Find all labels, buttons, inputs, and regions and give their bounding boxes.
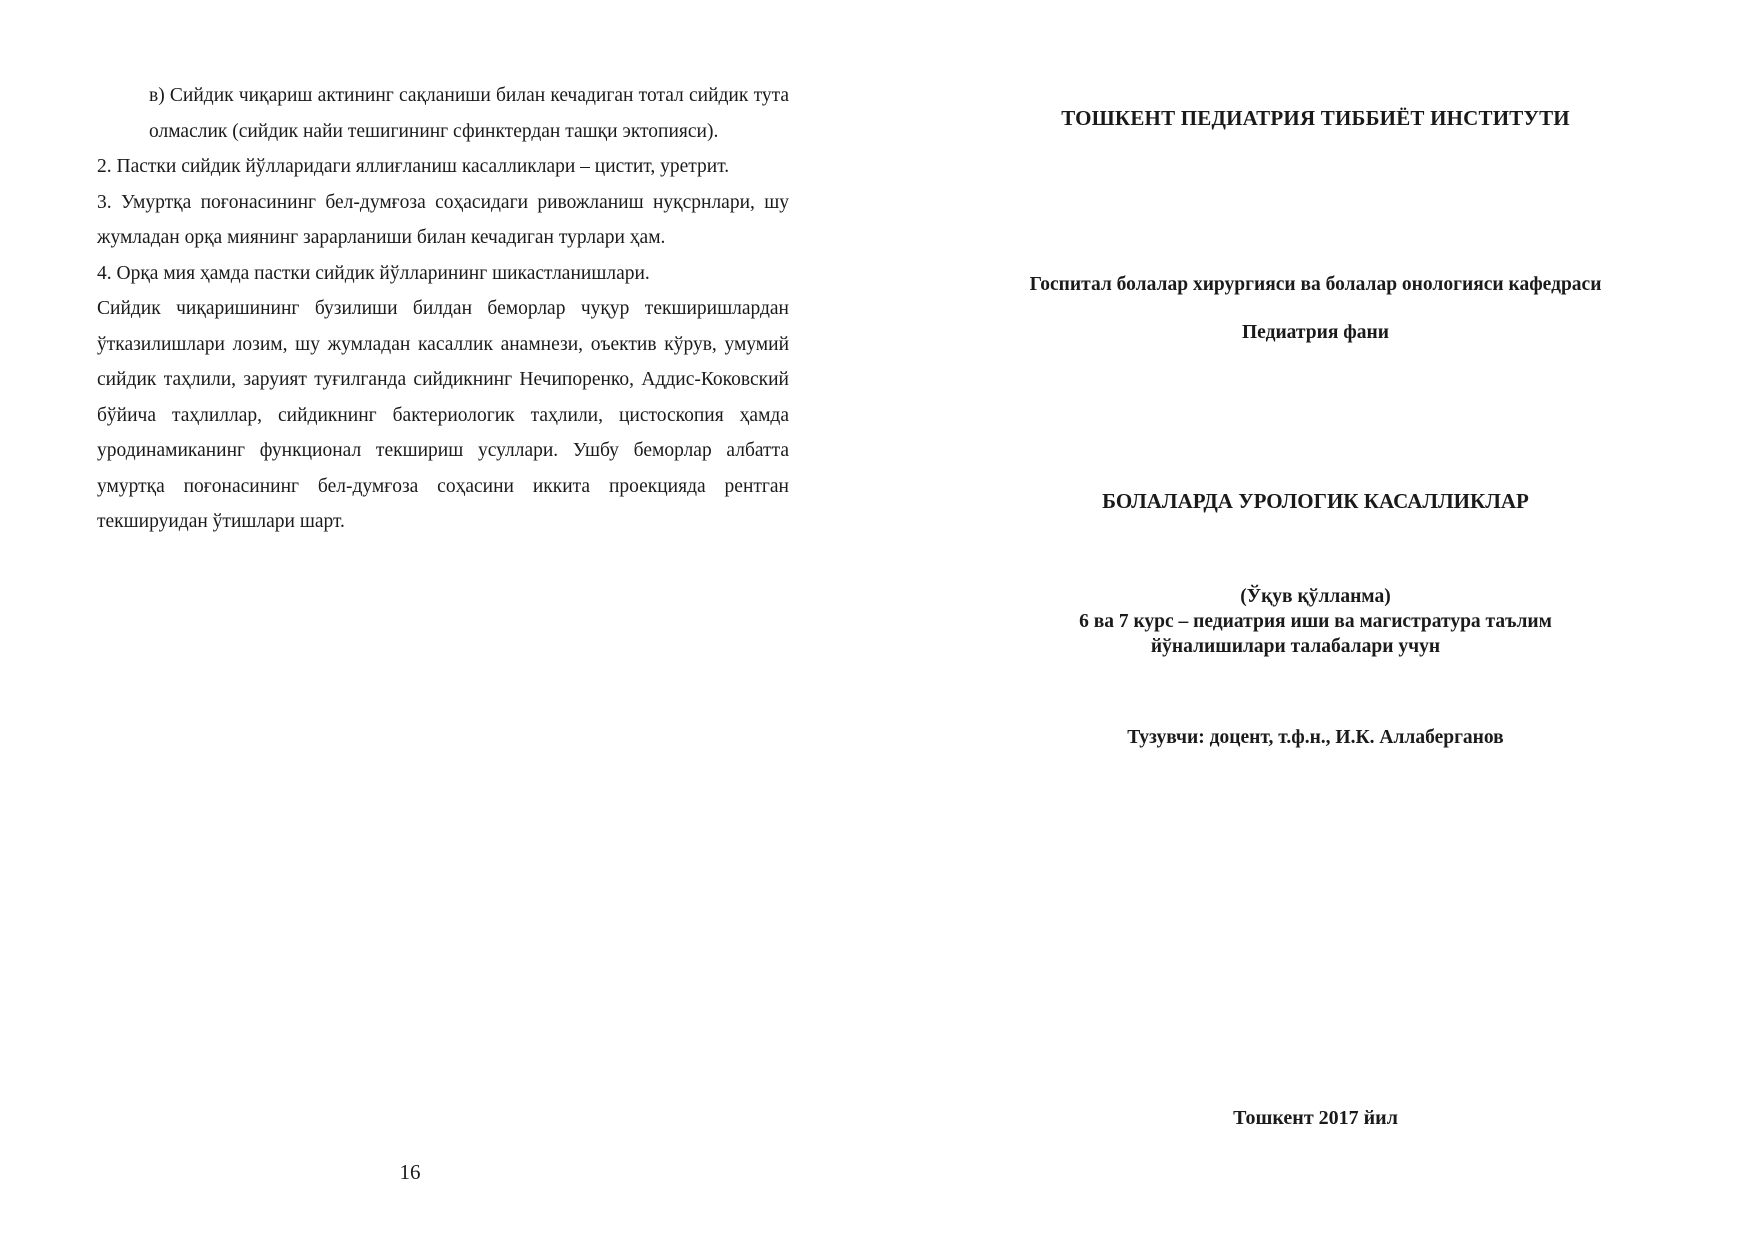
right-page	[877, 0, 1754, 1240]
list-item-3: 3. Умуртқа поғонасининг бел-думғоза соҳасидаги ривожланиш нуқсрнлари, шу жумладан орқа миянинг зарарланиши билан кечадиган турлари ҳам.	[97, 191, 789, 248]
audience-line-2: йўналишилари талабалари учун	[1150, 636, 1441, 657]
institute-name: ТОШКЕНТ ПЕДИАТРИЯ ТИББИЁТ ИНСТИТУТИ	[1061, 106, 1570, 130]
guide-block	[877, 584, 1754, 659]
list-item-2: 2. Пастки сийдик йўлларидаги яллиғланиш касалликлари – цистит, уретрит.	[97, 156, 730, 177]
department-name: Госпитал болалар хирургияси ва болалар онологияси кафедраси	[1029, 274, 1602, 295]
examination-paragraph: Сийдик чиқаришининг бузилиши билдан беморлар чуқур текширишлардан ўтказилишлари лозим, шу жумладан касаллик анамнези, оъектив кўрув, умумий сийдик таҳлили, заруият туғилганда сийдикнинг Нечипоренко, Аддис-Коковский бўйича таҳлиллар, сийдикнинг бактериологик таҳлили, цистоскопия ҳамда уродинамиканинг функционал текшириш усуллари. Ушбу беморлар албатта умуртқа поғонасининг бел-думғоза соҳасини иккита проекцияда рентган текшируидан ўтишлари шарт.	[97, 298, 789, 532]
audience-line-1: 6 ва 7 курс – педиатрия иши ва магистратура таълим	[1079, 611, 1552, 632]
city-year: Тошкент 2017 йил	[1233, 1107, 1398, 1129]
book-title: БОЛАЛАРДА УРОЛОГИК КАСАЛЛИКЛАР	[1102, 489, 1529, 513]
list-item-v: в) Сийдик чиқариш актининг сақланиши билан кечадиган тотал сийдик тута олмаслик (сийдик найи тешигининг сфинктердан ташқи эктопияси).	[149, 85, 789, 142]
guide-type: (Ўқув қўлланма)	[1240, 586, 1391, 607]
page-number: 16	[399, 1160, 421, 1184]
author-line: Тузувчи: доцент, т.ф.н., И.К. Аллаберганов	[1127, 727, 1504, 748]
subject-name: Педиатрия фани	[1242, 322, 1389, 343]
list-item-4: 4. Орқа мия ҳамда пастки сийдик йўлларининг шикастланишлари.	[97, 262, 650, 284]
body-text	[97, 78, 789, 540]
